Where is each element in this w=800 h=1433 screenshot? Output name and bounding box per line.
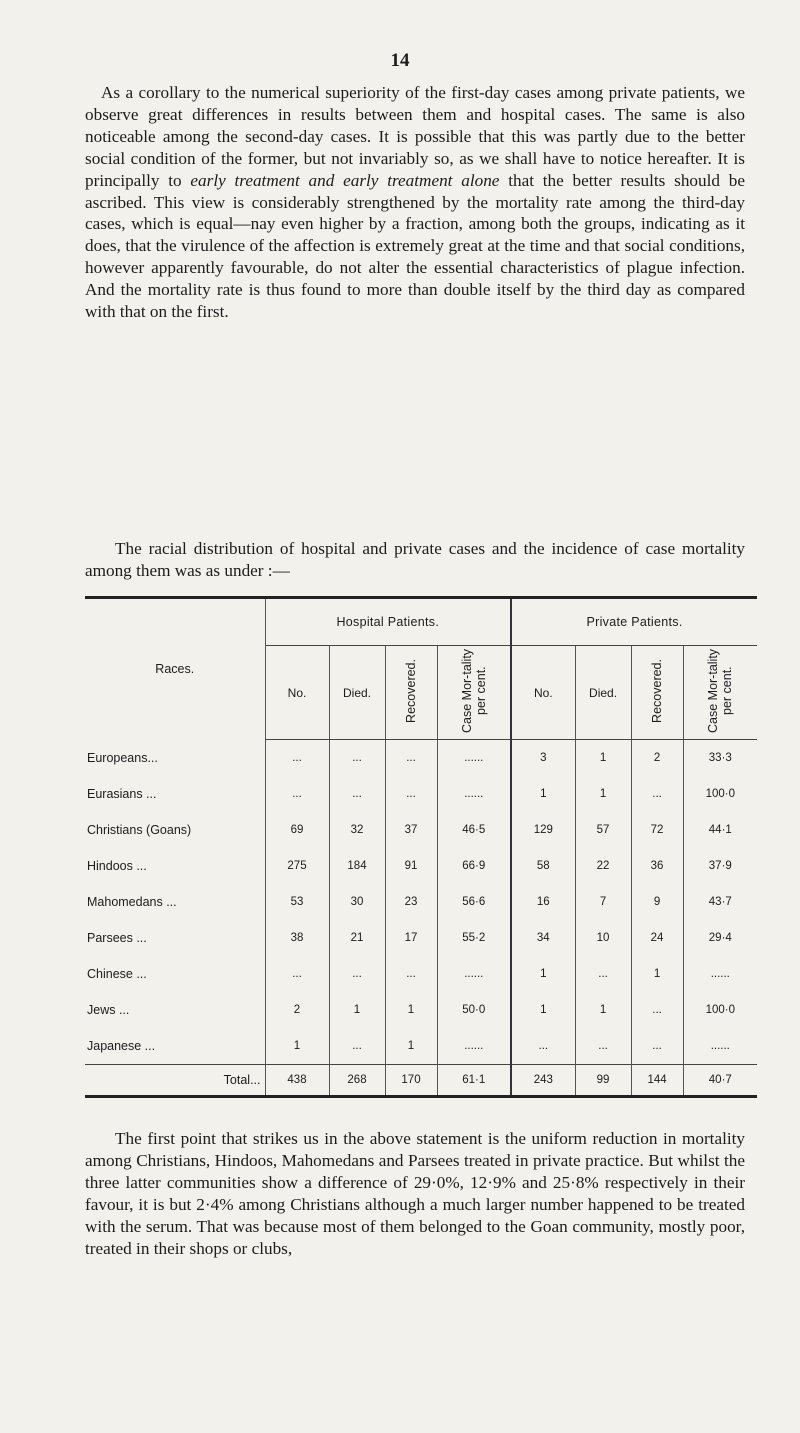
col-no-header: No.	[511, 646, 575, 740]
private-died-cell: 1	[575, 776, 631, 812]
race-name: Mahomedans ...	[87, 895, 177, 909]
hospital-mortality-cell: 46·5	[437, 812, 511, 848]
hospital-no-cell: 438	[265, 1065, 329, 1097]
table-row	[85, 956, 757, 992]
paragraph-racial-distribution: The racial distribution of hospital and private cases and the incidence of case mortality among them was as under :—	[85, 539, 745, 580]
race-name: Japanese ...	[87, 1039, 156, 1053]
private-recovered-cell: 2	[631, 740, 683, 777]
hospital-recovered-cell: 91	[385, 848, 437, 884]
races-header: Races.	[155, 662, 195, 677]
table-row	[85, 992, 757, 1028]
private-no-cell: 129	[511, 812, 575, 848]
private-mortality-cell: ......	[683, 956, 757, 992]
race-name: Christians (Goans)	[87, 823, 192, 837]
private-no-cell: ...	[511, 1028, 575, 1065]
col-mortality-header	[683, 646, 757, 740]
race-name: Eurasians ...	[87, 787, 157, 801]
hospital-died-cell: 1	[329, 992, 385, 1028]
race-name: Europeans...	[87, 750, 158, 765]
hospital-died-cell: 184	[329, 848, 385, 884]
hospital-died-cell: ...	[329, 956, 385, 992]
private-died-cell: 1	[575, 992, 631, 1028]
private-died-cell: 1	[575, 740, 631, 777]
private-recovered-cell: ...	[631, 992, 683, 1028]
hospital-mortality-cell: 50·0	[437, 992, 511, 1028]
emphasis-text: early treatment and early treatment alone	[190, 170, 500, 190]
paragraph-corollary	[85, 82, 745, 323]
hospital-mortality-cell: ......	[437, 740, 511, 777]
hospital-recovered-cell: 37	[385, 812, 437, 848]
col-mortality-header	[437, 646, 511, 740]
col-recovered-header	[631, 646, 683, 740]
hospital-no-cell: ...	[265, 776, 329, 812]
hospital-mortality-cell: 61·1	[437, 1065, 511, 1097]
race-name: Parsees ...	[87, 931, 147, 945]
private-died-cell: ...	[575, 956, 631, 992]
hospital-recovered-cell: 17	[385, 920, 437, 956]
private-no-cell: 34	[511, 920, 575, 956]
private-died-cell: 10	[575, 920, 631, 956]
hospital-died-cell: 21	[329, 920, 385, 956]
private-no-cell: 1	[511, 992, 575, 1028]
table-row	[85, 812, 757, 848]
private-died-cell: 57	[575, 812, 631, 848]
hospital-patients-header: Hospital Patients.	[265, 598, 511, 646]
private-recovered-cell: 1	[631, 956, 683, 992]
private-died-cell: 99	[575, 1065, 631, 1097]
col-died-header: Died.	[329, 646, 385, 740]
private-recovered-cell: ...	[631, 776, 683, 812]
hospital-no-cell: ...	[265, 956, 329, 992]
private-recovered-cell: 24	[631, 920, 683, 956]
hospital-recovered-cell: 170	[385, 1065, 437, 1097]
col-mortality-label: Case Mor-tality per cent.	[706, 648, 735, 734]
paragraph-text: As a corollary to the numerical superiority of the first-day cases among private patients, we observe great differences in results between them and hospital cases. The same is also noticeable among the second-day cases. It is possible that this was partly due to the better social condition of the former, but not invariably so, as we shall have to notice hereafter. It is principally to	[85, 83, 745, 190]
col-died-header: Died.	[575, 646, 631, 740]
hospital-recovered-cell: 1	[385, 1028, 437, 1065]
hospital-mortality-cell: 55·2	[437, 920, 511, 956]
hospital-recovered-cell: 1	[385, 992, 437, 1028]
hospital-died-cell: ...	[329, 1028, 385, 1065]
private-no-cell: 3	[511, 740, 575, 777]
col-recovered-label: Recovered.	[650, 659, 665, 723]
hospital-recovered-cell: ...	[385, 740, 437, 777]
total-label: Total...	[85, 1065, 265, 1097]
hospital-recovered-cell: ...	[385, 956, 437, 992]
table-row	[85, 920, 757, 956]
private-patients-header: Private Patients.	[511, 598, 757, 646]
private-no-cell: 1	[511, 776, 575, 812]
col-no-header: No.	[265, 646, 329, 740]
private-mortality-cell: 37·9	[683, 848, 757, 884]
private-no-cell: 58	[511, 848, 575, 884]
private-died-cell: 7	[575, 884, 631, 920]
page-number: 14	[390, 50, 410, 71]
hospital-died-cell: ...	[329, 776, 385, 812]
hospital-died-cell: 30	[329, 884, 385, 920]
private-mortality-cell: 33·3	[683, 740, 757, 777]
hospital-no-cell: 2	[265, 992, 329, 1028]
table-row	[85, 776, 757, 812]
hospital-died-cell: ...	[329, 740, 385, 777]
hospital-died-cell: 32	[329, 812, 385, 848]
paragraph-text: that the better results should be ascribed. This view is considerably strengthened by the mortality rate among the third-day cases, which is equal—nay even higher by a fraction, among both the groups, indicating as it does, that the virulence of the affection is extremely great at the time and that social conditions, however apparently favourable, do not alter the essential characteristics of plague infection. And the mortality rate is thus found to more than double itself by the third day as compared with that on the first.	[85, 170, 745, 322]
hospital-died-cell: 268	[329, 1065, 385, 1097]
private-mortality-cell: 100·0	[683, 992, 757, 1028]
mortality-table	[85, 596, 757, 1098]
race-name: Jews ...	[87, 1003, 130, 1017]
private-mortality-cell: 40·7	[683, 1065, 757, 1097]
private-recovered-cell: 36	[631, 848, 683, 884]
hospital-mortality-cell: ......	[437, 1028, 511, 1065]
private-mortality-cell: 44·1	[683, 812, 757, 848]
table-body	[85, 740, 757, 1097]
private-recovered-cell: ...	[631, 1028, 683, 1065]
hospital-no-cell: ...	[265, 740, 329, 777]
private-mortality-cell: 29·4	[683, 920, 757, 956]
private-mortality-cell: 43·7	[683, 884, 757, 920]
race-name: Chinese ...	[87, 967, 147, 981]
private-no-cell: 1	[511, 956, 575, 992]
private-recovered-cell: 72	[631, 812, 683, 848]
col-recovered-label: Recovered.	[404, 659, 418, 723]
table-row	[85, 884, 757, 920]
private-died-cell: ...	[575, 1028, 631, 1065]
private-mortality-cell: 100·0	[683, 776, 757, 812]
race-name: Hindoos ...	[87, 859, 147, 873]
hospital-recovered-cell: 23	[385, 884, 437, 920]
table-row	[85, 1028, 757, 1065]
hospital-mortality-cell: ......	[437, 776, 511, 812]
col-mortality-label: Case Mor-tality per cent.	[459, 648, 488, 734]
hospital-no-cell: 1	[265, 1028, 329, 1065]
private-mortality-cell: ......	[683, 1028, 757, 1065]
paragraph-first-point: The first point that strikes us in the above statement is the uniform reduction in mortality among Christians, Hindoos, Mahomedans and Parsees treated in private practice. But whilst the three latter communities show a difference of 29·0%, 12·9% and 25·8% respectively in their favour, it is but 2·4% among Christians although a much larger number happened to be treated with the serum. That was because most of them belonged to the Goan community, mostly poor, treated in their shops or clubs,	[85, 1129, 745, 1258]
hospital-mortality-cell: 66·9	[437, 848, 511, 884]
col-recovered-header	[385, 646, 437, 740]
hospital-mortality-cell: 56·6	[437, 884, 511, 920]
hospital-no-cell: 53	[265, 884, 329, 920]
hospital-no-cell: 275	[265, 848, 329, 884]
hospital-no-cell: 38	[265, 920, 329, 956]
hospital-recovered-cell: ...	[385, 776, 437, 812]
hospital-no-cell: 69	[265, 812, 329, 848]
private-no-cell: 243	[511, 1065, 575, 1097]
private-no-cell: 16	[511, 884, 575, 920]
private-recovered-cell: 9	[631, 884, 683, 920]
private-recovered-cell: 144	[631, 1065, 683, 1097]
hospital-mortality-cell: ......	[437, 956, 511, 992]
table-row	[85, 848, 757, 884]
table-row	[85, 740, 757, 777]
private-died-cell: 22	[575, 848, 631, 884]
total-row	[85, 1065, 757, 1097]
